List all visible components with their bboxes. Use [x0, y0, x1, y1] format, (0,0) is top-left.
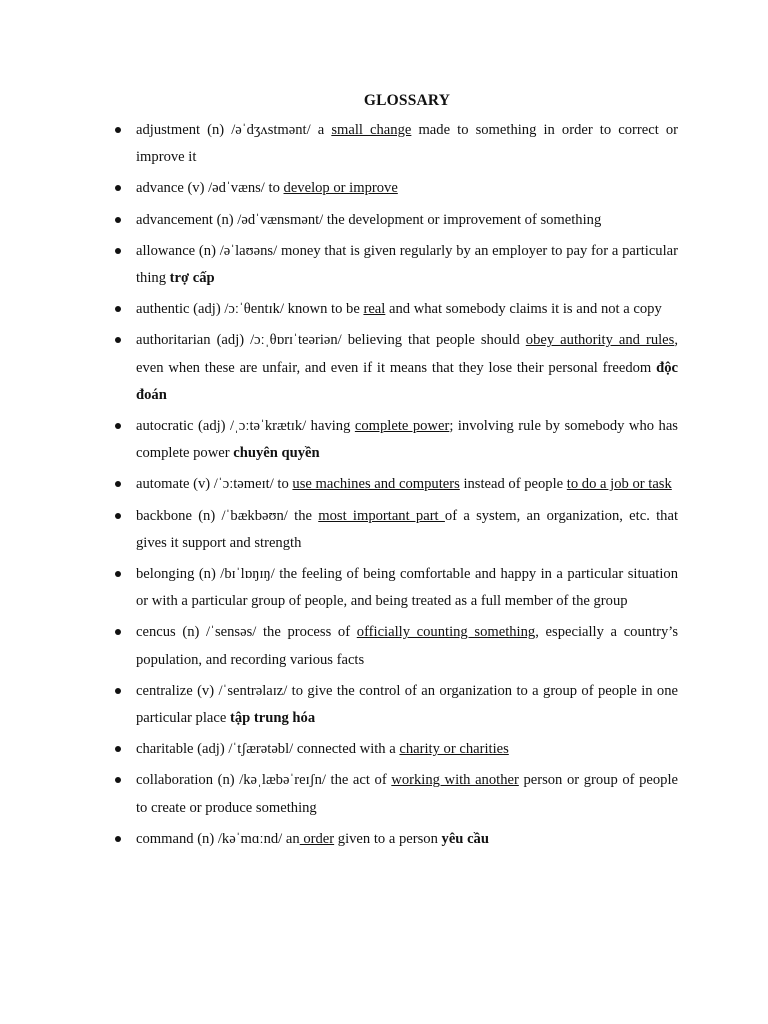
vietnamese-translation: chuyên quyền [233, 445, 320, 462]
vietnamese-translation: độc đoán [136, 359, 678, 403]
entry-text: adjustment (n) /əˈdʒʌstmənt/ a [136, 122, 332, 138]
glossary-entry [136, 471, 678, 498]
glossary-entry [136, 619, 678, 673]
glossary-entry [136, 207, 678, 234]
glossary-entry [136, 767, 678, 821]
underlined-phrase: develop or improve [283, 180, 398, 197]
underlined-phrase: working with another [391, 772, 519, 789]
underlined-phrase: real [363, 301, 386, 318]
entry-text: authoritarian (adj) /ɔːˌθɒrɪˈteəriən/ believing that people should [136, 332, 526, 349]
entry-text: charitable (adj) /ˈtʃærətəbl/ connected with a [136, 741, 400, 758]
entry-text: , even when these are unfair, and even if it means that they lose their personal freedom [136, 332, 678, 376]
entry-text: command (n) /kəˈmɑːnd/ an [136, 830, 300, 847]
entry-text: advance (v) /ədˈvæns/ to [136, 180, 284, 197]
underlined-phrase: small change [331, 122, 412, 138]
entry-text: allowance (n) /əˈlaʊəns/ money that is given regularly by an employer to pay for a particular thing [136, 242, 678, 287]
entry-text: made to something in order to correct or improve it [136, 122, 678, 166]
entry-text: autocratic (adj) /ˌɔːtəˈkrætɪk/ having [136, 418, 355, 435]
vietnamese-translation: trợ cấp [169, 270, 215, 287]
entry-text: collaboration (n) /kəˌlæbəˈreɪʃn/ the act of [136, 772, 392, 789]
entry-text: , especially a country’s population, and recording various facts [136, 624, 679, 668]
glossary-entry [136, 327, 678, 409]
underlined-phrase: obey authority and rules [525, 332, 675, 349]
glossary-entry [136, 503, 678, 557]
glossary-entry [136, 736, 678, 763]
underlined-phrase: complete power [354, 418, 450, 435]
entry-text: cencus (n) /ˈsensəs/ the process of [136, 624, 357, 641]
document-title: GLOSSARY [363, 92, 451, 109]
entry-text: given to a person [334, 830, 442, 847]
vietnamese-translation: tập trung hóa [230, 710, 316, 727]
glossary-entry [136, 561, 678, 615]
glossary-entry [136, 413, 678, 467]
glossary-entry [136, 238, 678, 292]
glossary-entry [136, 296, 678, 323]
underlined-phrase: officially counting something [356, 624, 536, 641]
entry-text: centralize (v) /ˈsentrəlaɪz/ to give the control of an organization to a group of people in one particular place [136, 682, 678, 727]
entry-text: ; involving rule by somebody who has complete power [136, 418, 678, 462]
entry-text: advancement (n) /ədˈvænsmənt/ the development or improvement of something [136, 211, 602, 228]
underlined-phrase: charity or charities [399, 741, 509, 758]
vietnamese-translation: yêu cầu [441, 830, 489, 847]
entry-text: belonging (n) /bɪˈlɒŋɪŋ/ the feeling of being comfortable and happy in a particular situation or with a particular group of people, and being treated as a full member of the group [136, 566, 678, 610]
glossary-entry [136, 175, 678, 202]
underlined-phrase: use machines and computers [292, 476, 460, 493]
entry-text: instead of people [459, 476, 567, 493]
entry-text: automate (v) /ˈɔːtəmeɪt/ to [136, 476, 293, 493]
entry-text: person or group of people to create or produce something [136, 772, 678, 816]
glossary-entry [136, 826, 678, 853]
glossary-entry [136, 117, 678, 171]
entry-text: and what somebody claims it is and not a copy [385, 301, 662, 318]
entry-text: backbone (n) /ˈbækbəʊn/ the [136, 507, 319, 524]
underlined-phrase: most important part [318, 507, 445, 524]
underlined-phrase: to do a job or task [566, 476, 672, 493]
entry-text: authentic (adj) /ɔːˈθentɪk/ known to be [136, 301, 364, 318]
underlined-phrase: order [299, 830, 335, 847]
glossary-entry [136, 678, 678, 732]
glossary-list [136, 117, 678, 853]
entry-text: of a system, an organization, etc. that gives it support and strength [136, 507, 679, 551]
